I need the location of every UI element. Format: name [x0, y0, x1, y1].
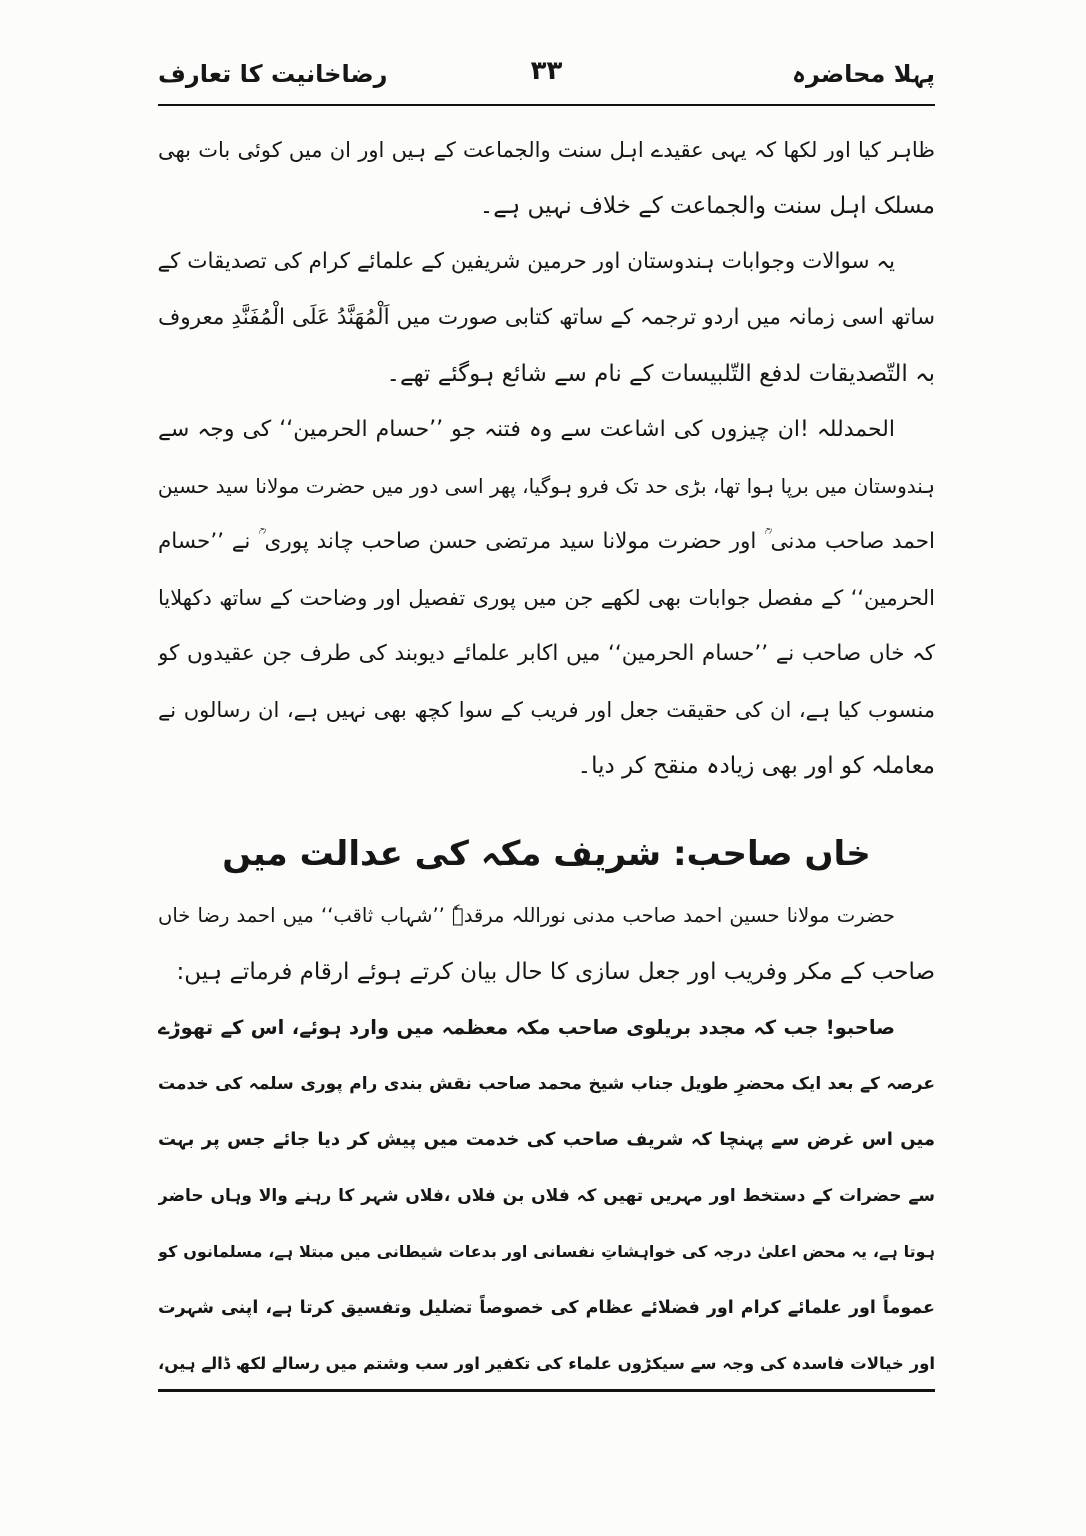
paragraph	[158, 888, 935, 1000]
paragraph	[158, 402, 935, 794]
text-line: معاملہ کو اور بھی زیادہ منقح کر دیا۔	[577, 753, 935, 779]
text-line: اور خیالات فاسدہ کی وجہ سے سیکڑوں علماء کی تکفیر اور سب وشتم میں رسالے لکھ ڈالے ہیں،	[158, 1354, 935, 1373]
text-line: یہ سوالات وجوابات ہندوستان اور حرمین شریفین کے علمائے کرام کی تصدیقات کے	[158, 249, 895, 274]
text-line: الحمدللہ !ان چیزوں کی اشاعت سے وہ فتنہ جو ’’حسام الحرمین‘‘ کی وجہ سے	[158, 417, 895, 442]
text-line: بہ التّصدیقات لدفع التّلبیسات کے نام سے شائع ہوگئے تھے۔	[386, 361, 935, 387]
text-line: الحرمین‘‘ کے مفصل جوابات بھی لکھے جن میں پوری تفصیل اور وضاحت کے ساتھ دکھلایا	[158, 586, 935, 610]
quoted-paragraph	[158, 1000, 935, 1392]
running-header	[158, 52, 935, 96]
paragraph	[158, 234, 935, 402]
section-heading: خاں صاحب: شریف مکہ کی عدالت میں	[222, 834, 871, 874]
text-line: ظاہر کیا اور لکھا کہ یہی عقیدے اہل سنت والجماعت کے ہیں اور ان میں کوئی بات بھی	[158, 138, 935, 162]
text-line: صاحبو! جب کہ مجدد بریلوی صاحب مکہ معظمہ میں وارد ہوئے، اس کے تھوڑے	[158, 1016, 895, 1039]
header-divider	[158, 104, 935, 106]
book-running-title: رضاخانیت کا تعارف	[158, 60, 388, 88]
chapter-title: پہلا محاضرہ	[791, 60, 935, 88]
body-section-2	[158, 820, 935, 1392]
text-line: ہندوستان میں برپا ہوا تھا، بڑی حد تک فرو ہوگیا، پھر اسی دور میں حضرت مولانا سید حسین	[158, 474, 935, 498]
text-line: عرصہ کے بعد ایک محضرِ طویل جناب شیخ محمد صاحب نقش بندی رام پوری سلمہ کی خدمت	[158, 1074, 935, 1094]
text-line: ساتھ اسی زمانہ میں اردو ترجمہ کے ساتھ کتابی صورت میں اَلْمُهَنَّدُ عَلَى الْمُفَنَّدِ معروف	[158, 305, 935, 330]
text-line: منسوب کیا ہے، ان کی حقیقت جعل اور فریب کے سوا کچھ بھی نہیں ہے، ان رسالوں نے	[158, 698, 935, 722]
text-line: ہوتا ہے، یہ محض اعلیٰ درجہ کی خواہشاتِ نفسانی اور بدعات شیطانی میں مبتلا ہے، مسلمانوں کو	[158, 1242, 935, 1261]
paragraph	[158, 122, 935, 234]
text-line: میں اس غرض سے پہنچا کہ شریف صاحب کی خدمت میں پیش کر دیا جائے جس پر بہت	[158, 1129, 935, 1150]
body-section-1	[158, 122, 935, 794]
text-line: حضرت مولانا حسین احمد صاحب مدنی نوراللہ مرقدہٗ ’’شہاب ثاقب‘‘ میں احمد رضا خاں	[158, 904, 895, 927]
text-line: عموماً اور علمائے کرام اور فضلائے عظام کی خصوصاً تضلیل وتفسیق کرتا ہے، اپنی شہرت	[158, 1298, 935, 1318]
text-line: کہ خاں صاحب نے ’’حسام الحرمین‘‘ میں اکابر علمائے دیوبند کی طرف جن عقیدوں کو	[158, 641, 935, 666]
page-number: ۳۳	[530, 56, 563, 86]
footer-divider	[158, 1389, 935, 1392]
text-line: صاحب کے مکر وفریب اور جعل سازی کا حال بیان کرتے ہوئے ارقام فرماتے ہیں:	[176, 959, 935, 985]
text-line: مسلک اہل سنت والجماعت کے خلاف نہیں ہے۔	[479, 193, 935, 219]
text-line: سے حضرات کے دستخط اور مہریں تھیں کہ فلاں بن فلاں ،فلاں شہر کا رہنے والا وہاں حاضر	[158, 1186, 935, 1206]
text-line: احمد صاحب مدنی ؒ اور حضرت مولانا سید مرتضی حسن صاحب چاند پوری ؒ نے ’’حسام	[158, 529, 935, 554]
